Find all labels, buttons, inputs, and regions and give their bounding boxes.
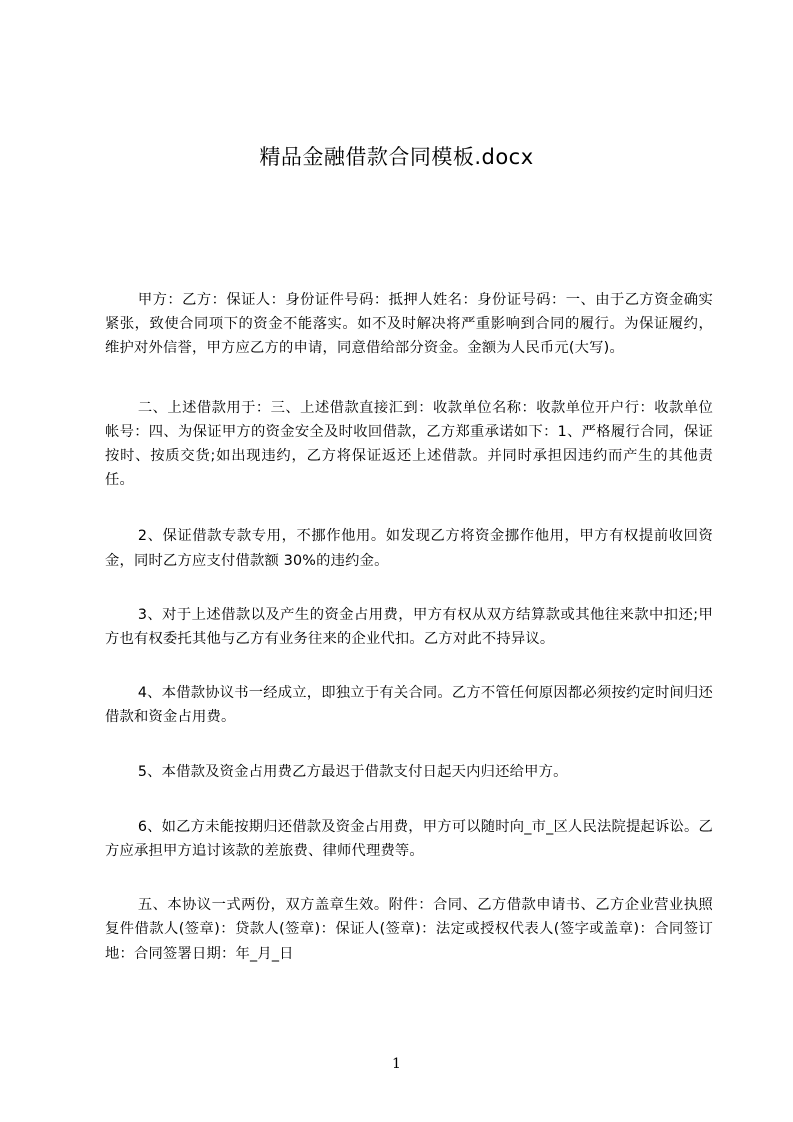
paragraph-parties-and-loan-amount: 甲方：乙方：保证人：身份证件号码：抵押人姓名：身份证号码：一、由于乙方资金确实紧张，致使合同项下的资金不能落实。如不及时解决将严重影响到合同的履行。为保证履约，维护对外信誉，甲方应乙方的申请，同意借给部分资金。金额为人民币元(大写)。 bbox=[105, 292, 713, 357]
paragraph-loan-use-and-commitments: 二、上述借款用于：三、上述借款直接汇到：收款单位名称：收款单位开户行：收款单位帐号：四、为保证甲方的资金安全及时收回借款，乙方郑重承诺如下：1、严格履行合同，保证按时、按质交货;如出现违约，乙方将保证返还上述借款。并同时承担因违约而产生的其他责任。 bbox=[105, 399, 713, 489]
paragraph-independence: 4、本借款协议书一经成立，即独立于有关合同。乙方不管任何原因都必须按约定时间归还借款和资金占用费。 bbox=[105, 685, 713, 726]
paragraph-deduction-rights: 3、对于上述借款以及产生的资金占用费，甲方有权从双方结算款或其他往来款中扣还;甲方也有权委托其他与乙方有业务往来的企业代扣。乙方对此不持异议。 bbox=[105, 606, 713, 648]
paragraph-dedicated-use: 2、保证借款专款专用，不挪作他用。如发现乙方将资金挪作他用，甲方有权提前收回资金，同时乙方应支付借款额 30%的违约金。 bbox=[105, 528, 713, 569]
paragraph-litigation: 6、如乙方未能按期归还借款及资金占用费，甲方可以随时向_市_区人民法院提起诉讼。乙方应承担甲方追讨该款的差旅费、律师代理费等。 bbox=[105, 818, 713, 860]
document-title: 精品金融借款合同模板.docx bbox=[259, 145, 534, 169]
paragraph-signatures: 五、本协议一式两份，双方盖章生效。附件：合同、乙方借款申请书、乙方企业营业执照复件借款人(签章)：贷款人(签章)：保证人(签章)：法定或授权代表人(签字或盖章)：合同签订地：合同签署日期：年_月_日 bbox=[105, 897, 713, 962]
paragraph-repayment-deadline: 5、本借款及资金占用费乙方最迟于借款支付日起天内归还给甲方。 bbox=[137, 763, 568, 780]
document-body bbox=[105, 288, 713, 996]
page-number: 1 bbox=[392, 1056, 401, 1072]
